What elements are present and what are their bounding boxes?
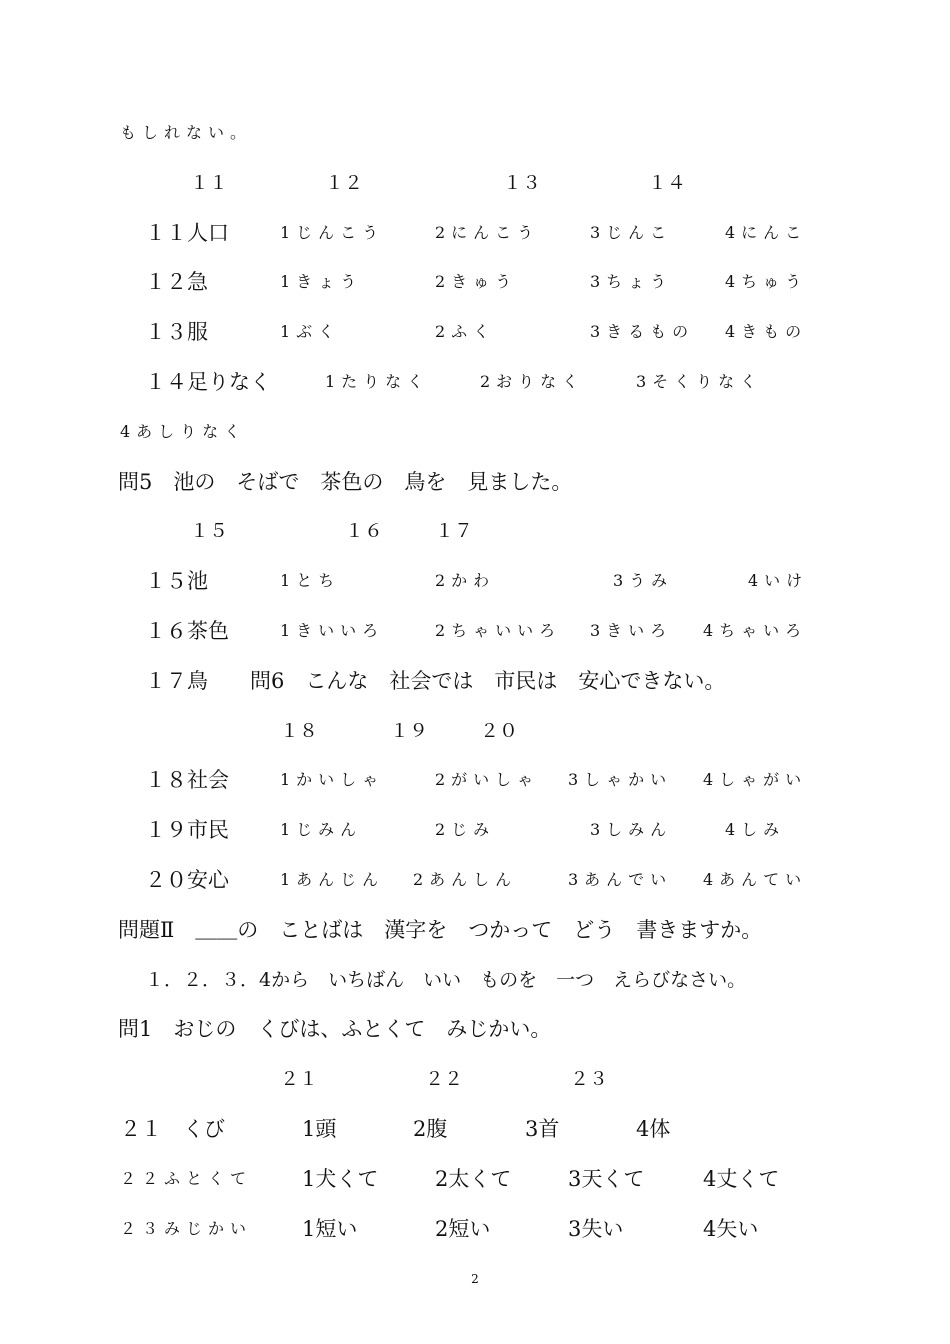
- text-line: [0, 815, 950, 845]
- text-segment: 1とち: [280, 571, 341, 591]
- text-segment: １５: [190, 520, 229, 543]
- text-segment: 問1 おじの くびは、ふとくて みじかい。: [118, 1017, 552, 1042]
- text-segment: １７鳥 問6 こんな 社会では 市民は 安心できない。: [145, 668, 726, 693]
- text-segment: 1犬くて: [302, 1166, 379, 1191]
- text-segment: 3しゃかい: [568, 770, 673, 790]
- text-segment: ２１: [280, 1068, 319, 1091]
- text-line: [0, 168, 950, 198]
- text-segment: 1あんじん: [280, 870, 385, 889]
- text-segment: 1きいいろ: [280, 621, 385, 640]
- text-segment: １８社会: [145, 768, 229, 793]
- text-line: [0, 1214, 950, 1244]
- text-line: [0, 915, 950, 945]
- text-segment: 2あんしん: [413, 870, 518, 889]
- text-segment: ２３みじかい: [120, 1218, 253, 1238]
- text-segment: １５池: [145, 569, 208, 594]
- text-segment: １９市民: [145, 818, 229, 843]
- text-segment: ２１ くび: [120, 1117, 225, 1141]
- text-segment: 1ぶく: [280, 322, 341, 342]
- text-segment: 4ちゃいろ: [703, 621, 808, 640]
- text-segment: 2腹: [413, 1117, 448, 1141]
- text-segment: １３服: [145, 320, 208, 345]
- text-segment: 3失い: [568, 1216, 624, 1241]
- text-line: [0, 516, 950, 546]
- text-segment: 4いけ: [748, 571, 809, 591]
- text-segment: 4矢い: [703, 1216, 759, 1241]
- text-segment: 4あしりなく: [120, 421, 247, 441]
- page-number: 2: [471, 1272, 479, 1286]
- text-segment: １１人口: [145, 220, 229, 245]
- text-segment: ２２: [425, 1068, 464, 1091]
- text-segment: １２: [325, 171, 364, 194]
- text-segment: １７: [435, 520, 474, 543]
- text-segment: 2おりなく: [480, 372, 585, 391]
- text-segment: 3天くて: [568, 1166, 645, 1191]
- text-segment: 3しみん: [590, 820, 673, 840]
- text-segment: 2きゅう: [435, 272, 518, 292]
- text-segment: ２０: [480, 719, 519, 742]
- text-segment: 1じみん: [280, 820, 363, 840]
- text-line: [0, 1114, 950, 1144]
- text-segment: 2にんこう: [435, 222, 540, 242]
- text-segment: 2がいしゃ: [435, 770, 540, 790]
- text-segment: １４足りなく: [145, 370, 271, 394]
- text-line: [0, 367, 950, 397]
- text-segment: 3ちょう: [590, 272, 673, 292]
- text-segment: 4ちゅう: [725, 272, 808, 292]
- text-segment: 4しみ: [725, 820, 786, 840]
- text-segment: ２３: [570, 1068, 609, 1091]
- text-line: [0, 765, 950, 795]
- text-segment: １９: [390, 719, 429, 742]
- text-segment: 2かわ: [435, 571, 496, 591]
- text-segment: 問5 池の そばで 茶色の 鳥を 見ました。: [118, 469, 573, 494]
- text-segment: 2ふく: [435, 322, 496, 342]
- text-line: [0, 716, 950, 746]
- text-line: [0, 1014, 950, 1044]
- text-line: [0, 218, 950, 248]
- text-segment: 4体: [636, 1117, 671, 1141]
- text-segment: 2ちゃいいろ: [435, 621, 562, 640]
- text-segment: 4しゃがい: [703, 770, 808, 790]
- text-segment: 3うみ: [613, 571, 674, 591]
- text-segment: 3そくりなく: [636, 372, 763, 391]
- text-segment: 2短い: [435, 1216, 491, 1241]
- text-line: [0, 1164, 950, 1194]
- text-segment: 1たりなく: [325, 372, 430, 391]
- text-line: [0, 666, 950, 696]
- text-segment: 1短い: [302, 1216, 358, 1241]
- text-segment: 3首: [525, 1117, 560, 1141]
- text-segment: 3あんでい: [568, 870, 673, 889]
- text-segment: 3きいろ: [590, 621, 673, 640]
- text-segment: 1じんこう: [280, 222, 385, 242]
- text-segment: １８: [280, 719, 319, 742]
- text-segment: １１: [190, 171, 229, 194]
- text-segment: １６茶色: [145, 619, 229, 643]
- text-segment: 2じみ: [435, 820, 496, 840]
- text-segment: 4きもの: [725, 322, 808, 342]
- text-segment: １４: [648, 171, 687, 194]
- text-segment: もしれない。: [120, 123, 253, 142]
- text-line: [0, 417, 950, 447]
- text-line: [0, 566, 950, 596]
- text-line: [0, 965, 950, 995]
- text-line: [0, 317, 950, 347]
- text-line: [0, 118, 950, 148]
- text-segment: １３: [503, 171, 542, 194]
- text-segment: ２２ふとくて: [120, 1168, 253, 1188]
- text-segment: 1かいしゃ: [280, 770, 385, 790]
- text-line: [0, 1064, 950, 1094]
- text-line: [0, 616, 950, 646]
- text-segment: 1きょう: [280, 272, 363, 292]
- text-segment: １．２．３．4から いちばん いい ものを 一つ えらびなさい。: [145, 968, 747, 991]
- text-segment: 4丈くて: [703, 1166, 780, 1191]
- text-segment: 3じんこ: [590, 222, 673, 242]
- text-segment: 3きるもの: [590, 322, 695, 342]
- text-segment: 1頭: [302, 1117, 337, 1141]
- text-segment: １６: [345, 520, 384, 543]
- text-segment: １２急: [145, 270, 208, 295]
- text-line: [0, 467, 950, 497]
- text-segment: 4にんこ: [725, 222, 808, 242]
- text-segment: ２０安心: [145, 868, 229, 892]
- text-segment: 2太くて: [435, 1166, 512, 1191]
- text-line: [0, 267, 950, 297]
- text-line: [0, 865, 950, 895]
- text-segment: 4あんてい: [703, 870, 808, 889]
- text-segment: 問題Ⅱ ＿＿の ことばは 漢字を つかって どう 書きますか。: [118, 917, 763, 942]
